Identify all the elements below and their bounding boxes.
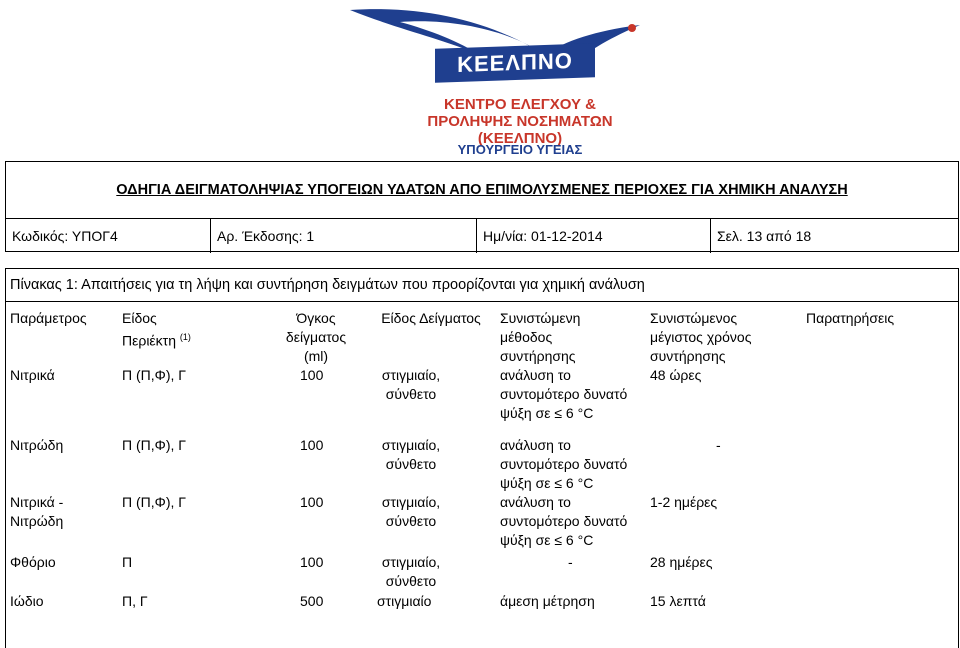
keelpno-logo <box>310 0 665 160</box>
row4-volume: 100 <box>300 554 324 570</box>
document-date: Ημ/νία: 01-12-2014 <box>477 219 711 253</box>
row1-container: Π (Π,Φ), Γ <box>122 367 186 383</box>
document-title: ΟΔΗΓΙΑ ΔΕΙΓΜΑΤΟΛΗΨΙΑΣ ΥΠΟΓΕΙΩΝ ΥΔΑΤΩΝ ΑΠΟ ΕΠΙΜΟΛΥΣΜΕΝΕΣ ΠΕΡΙΟΧΕΣ ΓΙΑ ΧΗΜΙΚΗ ΑΝΑΛΥΣΗ <box>116 182 848 198</box>
row4-param: Φθόριο <box>10 554 56 570</box>
logo-line-1: ΚΕΝΤΡΟ ΕΛΕΓΧΟΥ & <box>444 96 596 113</box>
header-method-2: μέθοδος <box>500 329 553 345</box>
row5-container: Π, Γ <box>122 593 148 609</box>
row3-param-1: Νιτρικά - <box>10 494 64 510</box>
document-code: Κωδικός: ΥΠΟΓ4 <box>6 219 211 253</box>
row2-container: Π (Π,Φ), Γ <box>122 437 186 453</box>
row1-volume: 100 <box>300 367 324 383</box>
row4-type-1: στιγμιαίο, <box>381 554 441 570</box>
document-meta-row <box>6 218 958 253</box>
header-method-1: Συνιστώμενη <box>500 310 581 326</box>
row5-param: Ιώδιο <box>10 593 44 609</box>
row1-method-3: ψύξη σε ≤ 6 °C <box>500 405 594 421</box>
row3-type-2: σύνθετο <box>385 513 437 529</box>
row5-time: 15 λεπτά <box>650 593 706 609</box>
row2-volume: 100 <box>300 437 324 453</box>
requirements-table <box>5 268 959 648</box>
header-sample-type: Είδος Δείγματος <box>381 310 481 326</box>
document-page: Σελ. 13 από 18 <box>717 228 812 244</box>
logo-brand: ΚΕΕΛΠΝΟ <box>457 47 573 78</box>
row2-type-1: στιγμιαίο, <box>381 437 441 453</box>
row3-time: 1-2 ημέρες <box>650 494 718 510</box>
row3-method-3: ψύξη σε ≤ 6 °C <box>500 532 594 548</box>
row4-time: 28 ημέρες <box>650 554 713 570</box>
document-edition: Αρ. Έκδοσης: 1 <box>211 219 477 253</box>
row4-method: - <box>568 554 573 570</box>
row2-method-1: ανάλυση το <box>500 437 571 453</box>
row4-container: Π <box>122 554 133 570</box>
row1-method-1: ανάλυση το <box>500 367 571 383</box>
row3-container: Π (Π,Φ), Γ <box>122 494 186 510</box>
header-container-2: Περιέκτη <box>122 332 176 349</box>
row3-param-2: Νιτρώδη <box>10 513 64 529</box>
header-volume-2: δείγματος <box>285 329 347 345</box>
table-caption: Πίνακας 1: Απαιτήσεις για τη λήψη και συντήρηση δειγμάτων που προορίζονται για χημική ανάλυση <box>6 269 958 302</box>
header-time-1: Συνιστώμενος <box>650 310 738 326</box>
row1-time: 48 ώρες <box>650 367 702 383</box>
row3-method-1: ανάλυση το <box>500 494 571 510</box>
row1-method-2: συντομότερο δυνατό <box>500 386 628 402</box>
row2-method-2: συντομότερο δυνατό <box>500 456 628 472</box>
row2-method-3: ψύξη σε ≤ 6 °C <box>500 475 594 491</box>
row2-type-2: σύνθετο <box>385 456 437 472</box>
header-volume-3: (ml) <box>303 348 329 364</box>
header-volume-1: Όγκος <box>296 310 336 326</box>
logo-line-3: ΥΠΟΥΡΓΕΙΟ ΥΓΕΙΑΣ <box>457 142 583 157</box>
header-container <box>122 328 191 351</box>
row1-type-1: στιγμιαίο, <box>381 367 441 383</box>
header-parameter: Παράμετρος <box>10 310 87 326</box>
header-notes: Παρατηρήσεις <box>806 310 895 326</box>
header-method-3: συντήρησης <box>500 348 576 364</box>
row2-time: - <box>716 437 721 453</box>
row2-param: Νιτρώδη <box>10 437 64 453</box>
row5-method: άμεση μέτρηση <box>500 593 595 609</box>
header-time-2: μέγιστος χρόνος <box>650 329 752 345</box>
row1-param: Νιτρικά <box>10 367 55 383</box>
row1-type-2: σύνθετο <box>385 386 437 402</box>
row5-volume: 500 <box>300 593 324 609</box>
row3-method-2: συντομότερο δυνατό <box>500 513 628 529</box>
header-container-1: Είδος <box>122 310 157 326</box>
row4-type-2: σύνθετο <box>385 573 437 589</box>
logo-line-2: ΠΡΟΛΗΨΗΣ ΝΟΣΗΜΑΤΩΝ (ΚΕΕΛΠΝΟ) <box>427 113 613 147</box>
header-time-3: συντήρησης <box>650 348 726 364</box>
row3-type-1: στιγμιαίο, <box>381 494 441 510</box>
document-header <box>5 161 959 252</box>
logo-banner <box>435 43 595 83</box>
row5-type-1: στιγμιαίο <box>377 593 432 609</box>
row3-volume: 100 <box>300 494 324 510</box>
header-container-sup: (1) <box>179 332 191 342</box>
